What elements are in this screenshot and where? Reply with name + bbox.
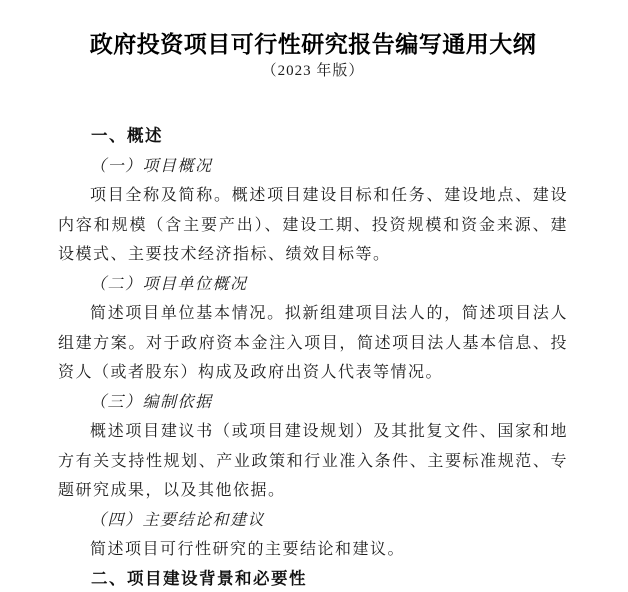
document-subtitle: （2023 年版） bbox=[261, 63, 365, 79]
subheading-project-overview: （一）项目概况 bbox=[90, 157, 213, 175]
section-heading-overview: 一、概述 bbox=[91, 127, 163, 145]
paragraph-compilation-basis: 概述项目建议书（或项目建设规划）及其批复文件、国家和地方有关支持性规划、产业政策和行业准入条件、主要标准规范、专题研究成果，以及其他依据。 bbox=[58, 423, 568, 499]
subheading-compilation-basis: （三）编制依据 bbox=[90, 393, 213, 411]
section-heading-background-necessity: 二、项目建设背景和必要性 bbox=[91, 569, 307, 588]
document-title: 政府投资项目可行性研究报告编写通用大纲 bbox=[89, 32, 537, 57]
paragraph-project-unit-overview: 简述项目单位基本情况。拟新组建项目法人的，简述项目法人组建方案。对于政府资本金注入项目，简述项目法人基本信息、投资人（或者股东）构成及政府出资人代表等情况。 bbox=[58, 305, 568, 381]
document-body bbox=[58, 122, 568, 592]
subheading-main-conclusions: （四）主要结论和建议 bbox=[90, 511, 266, 529]
subheading-project-unit-overview: （二）项目单位概况 bbox=[90, 275, 248, 293]
paragraph-main-conclusions: 简述项目可行性研究的主要结论和建议。 bbox=[90, 541, 406, 558]
paragraph-project-overview: 项目全称及简称。概述项目建设目标和任务、建设地点、建设内容和规模（含主要产出）、建设工期、投资规模和资金来源、建设模式、主要技术经济指标、绩效目标等。 bbox=[58, 187, 568, 263]
